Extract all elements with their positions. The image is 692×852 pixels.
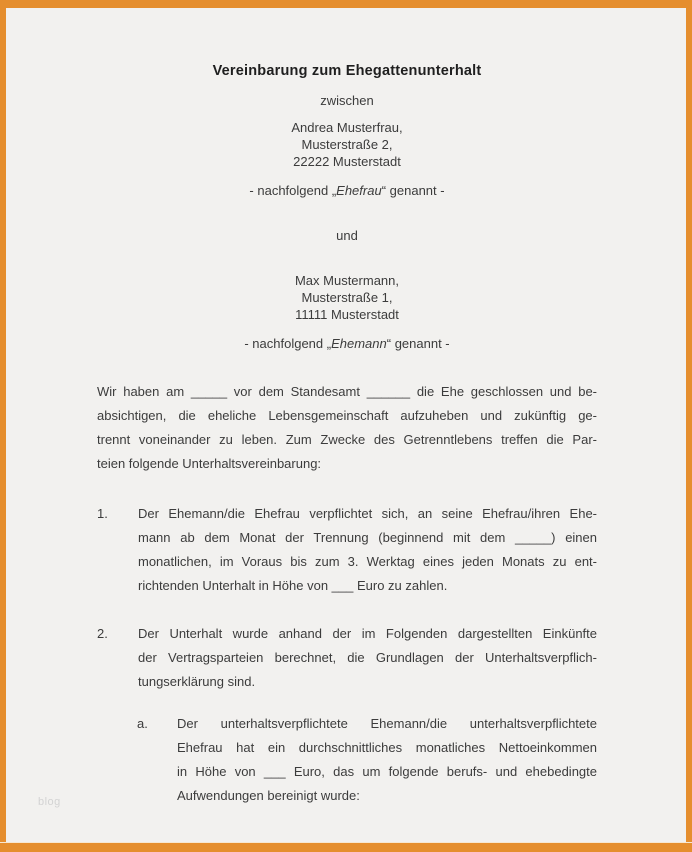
party-husband-alias-line [97, 335, 597, 352]
party-wife-address [97, 119, 597, 170]
party-husband-name: Max Mustermann, [294, 273, 400, 288]
document-title: Vereinbarung zum Ehegattenunterhalt [212, 63, 482, 79]
clause-1-text: Der Ehemann/die Ehefrau verpflichtet sich, an seine Ehefrau/ihren Ehe- mann ab dem Monat der Trennung (beginnend mit dem _____) einen monatlichen, im Voraus bis zum 3. Werktag eines jeden Monats zu ent- richtenden Unterhalt in Höhe von ___ Euro zu zahlen. [138, 506, 597, 593]
watermark: blog [38, 796, 61, 808]
party-wife-city: 22222 Musterstadt [293, 154, 401, 169]
intro-paragraph: Wir haben am _____ vor dem Standesamt ______ die Ehe geschlossen und be- absichtigen, die eheliche Lebensgemeinschaft aufzuheben und zukünftig ge- trennt voneinander zu leben. Zum Zwecke des Getrenntlebens treffen die Par- teien folgende Unterhaltsvereinbarung: [97, 384, 597, 471]
clause-1 [97, 502, 597, 598]
alias-prefix: - nachfolgend „ [244, 336, 332, 351]
contract-document [6, 8, 686, 843]
between-label: zwischen [320, 93, 374, 108]
party-husband-city: 11111 Musterstadt [295, 307, 399, 322]
conjunction-label: und [336, 228, 358, 243]
clause-2 [97, 622, 597, 694]
clause-2-number: 2. [97, 626, 108, 641]
clause-1-number: 1. [97, 506, 108, 521]
party-husband-address [97, 272, 597, 323]
page-border-right [686, 0, 692, 852]
page-border-top [0, 0, 692, 8]
party-husband-street: Musterstraße 1, [301, 290, 393, 305]
alias-name-husband: Ehemann [331, 336, 387, 351]
alias-name-wife: Ehefrau [336, 183, 382, 198]
clause-2-text: Der Unterhalt wurde anhand der im Folgenden dargestellten Einkünfte der Vertragsparteien berechnet, die Grundlagen der Unterhaltsverpflich- tungserklärung sind. [138, 626, 597, 689]
clause-2a-text: Der unterhaltsverpflichtete Ehemann/die unterhaltsverpflichtete Ehefrau hat ein durchschnittliches monatliches Nettoeinkommen in Höhe von ___ Euro, das um folgende berufs- und ehebedingte Aufwendungen bereinigt wurde: [177, 716, 597, 803]
alias-suffix: “ genannt - [381, 183, 445, 198]
page-border-bottom [0, 842, 692, 852]
clause-2a [137, 712, 597, 808]
party-wife-alias-line [97, 182, 597, 199]
alias-suffix: “ genannt - [386, 336, 450, 351]
alias-prefix: - nachfolgend „ [249, 183, 337, 198]
party-wife-street: Musterstraße 2, [301, 137, 393, 152]
clause-2a-letter: a. [137, 716, 148, 731]
party-wife-name: Andrea Musterfrau, [291, 120, 403, 135]
